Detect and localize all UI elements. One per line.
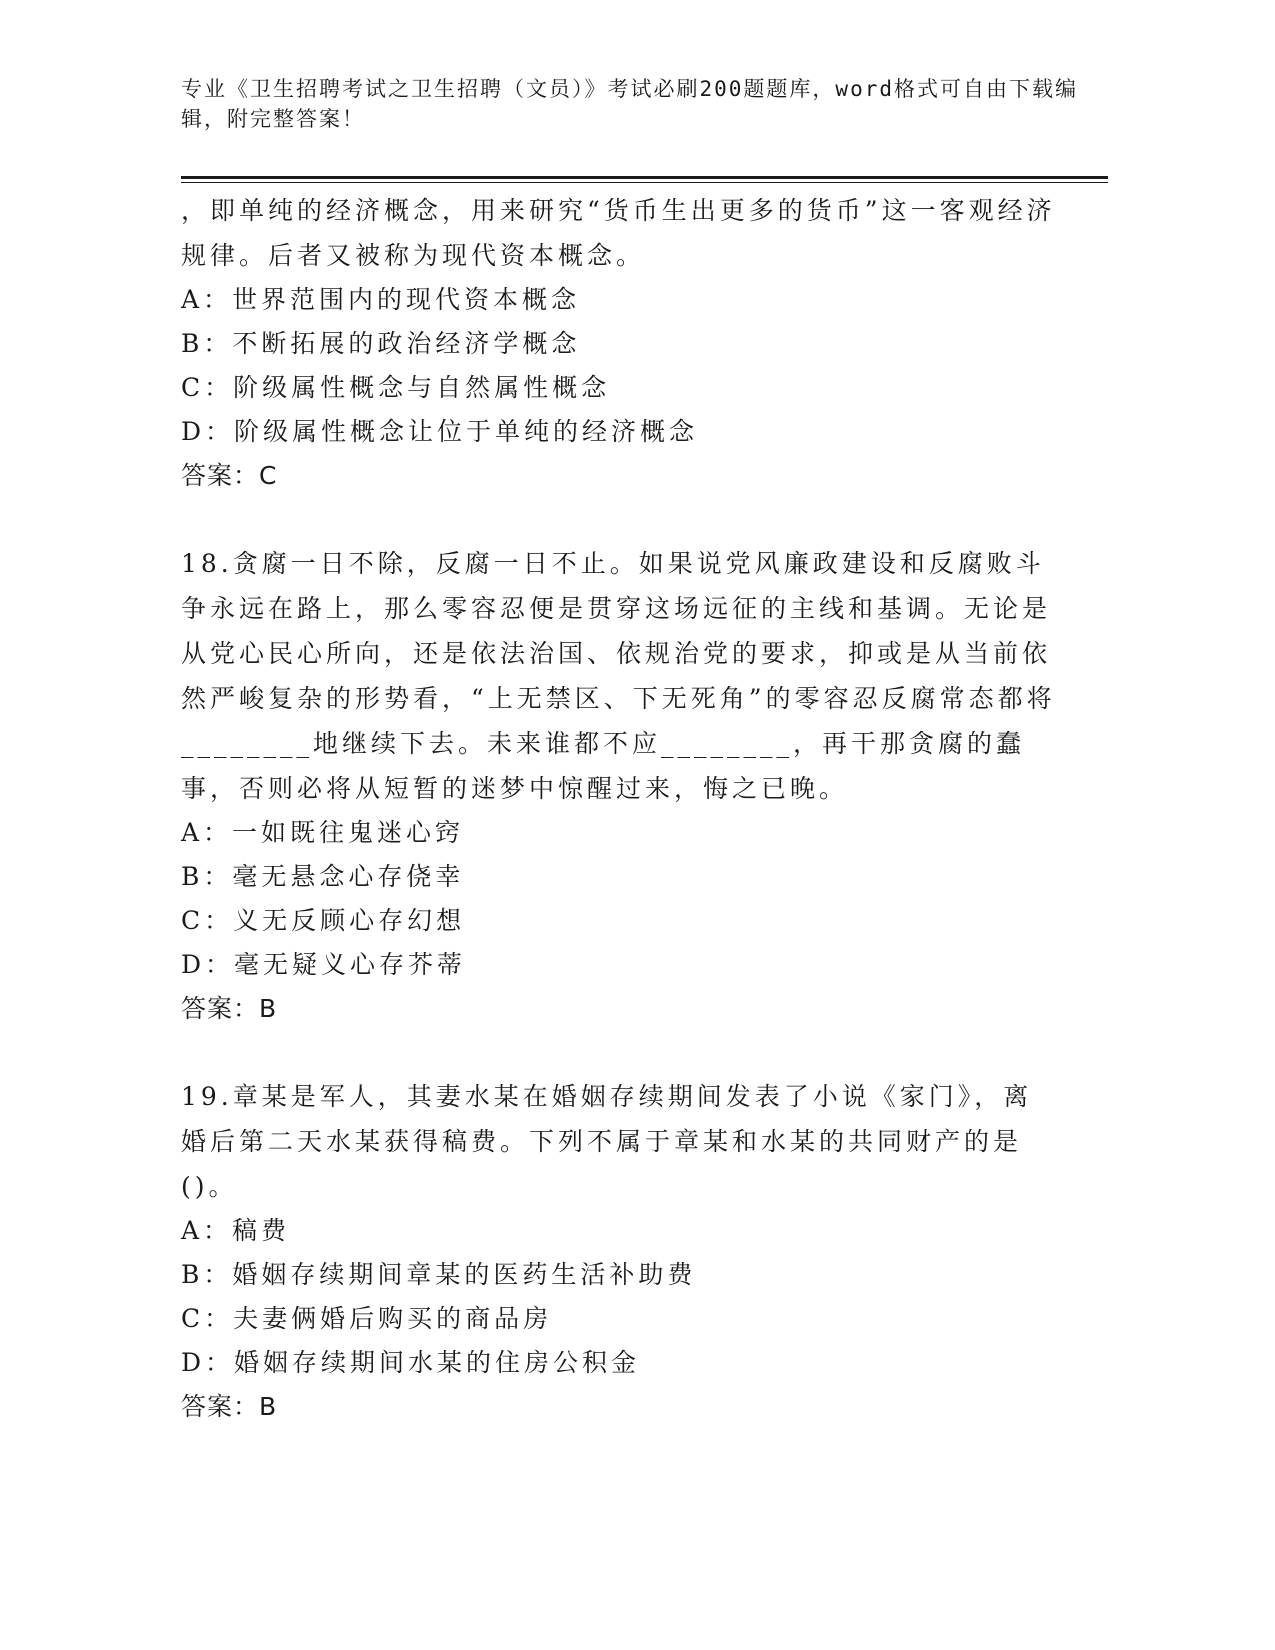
option-d: D：阶级属性概念让位于单纯的经济概念	[181, 417, 699, 446]
option-d: D：婚姻存续期间水某的住房公积金	[181, 1348, 641, 1377]
option-c: C：阶级属性概念与自然属性概念	[181, 373, 611, 402]
question-block	[181, 541, 1061, 1031]
question-spacer	[181, 498, 1061, 541]
answer-line: 答案：B	[181, 1392, 278, 1421]
answer-line: 答案：B	[181, 994, 278, 1023]
question-block	[181, 1074, 1061, 1429]
option-a: A：稿费	[181, 1216, 291, 1245]
question-stem: ，即单纯的经济概念，用来研究“货币生出更多的货币”这一客观经济规律。后者又被称为现代资本概念。	[181, 196, 1056, 270]
option-b: B：不断拓展的政治经济学概念	[181, 329, 581, 358]
header-divider-thin	[181, 182, 1108, 183]
option-c: C：义无反顾心存幻想	[181, 906, 466, 935]
document-header: 专业《卫生招聘考试之卫生招聘（文员）》考试必刷200题题库，word格式可自由下载编辑，附完整答案！	[181, 77, 1078, 131]
option-c: C：夫妻俩婚后购买的商品房	[181, 1304, 553, 1333]
option-a: A：世界范围内的现代资本概念	[181, 285, 581, 314]
option-d: D：毫无疑义心存芥蒂	[181, 950, 467, 979]
question-spacer	[181, 1031, 1061, 1074]
option-b: B：毫无悬念心存侥幸	[181, 862, 465, 891]
question-block	[181, 188, 1061, 498]
question-list	[181, 188, 1061, 1429]
answer-line: 答案：C	[181, 461, 278, 490]
header-divider-thick	[181, 176, 1108, 179]
option-b: B：婚姻存续期间章某的医药生活补助费	[181, 1260, 697, 1289]
question-stem: 19.章某是军人，其妻水某在婚姻存续期间发表了小说《家门》，离婚后第二天水某获得稿费。下列不属于章某和水某的共同财产的是()。	[181, 1082, 1033, 1201]
option-a: A：一如既往鬼迷心窍	[181, 818, 465, 847]
question-stem: 18.贪腐一日不除，反腐一日不止。如果说党风廉政建设和反腐败斗争永远在路上，那么零容忍便是贯穿这场远征的主线和基调。无论是从党心民心所向，还是依法治国、依规治党的要求，抑或是从当前依然严峻复杂的形势看，“上无禁区、下无死角”的零容忍反腐常态都将________地继续下去。未来谁都不应________，再干那贪腐的蠢事，否则必将从短暂的迷梦中惊醒过来，悔之已晚。	[181, 549, 1056, 803]
